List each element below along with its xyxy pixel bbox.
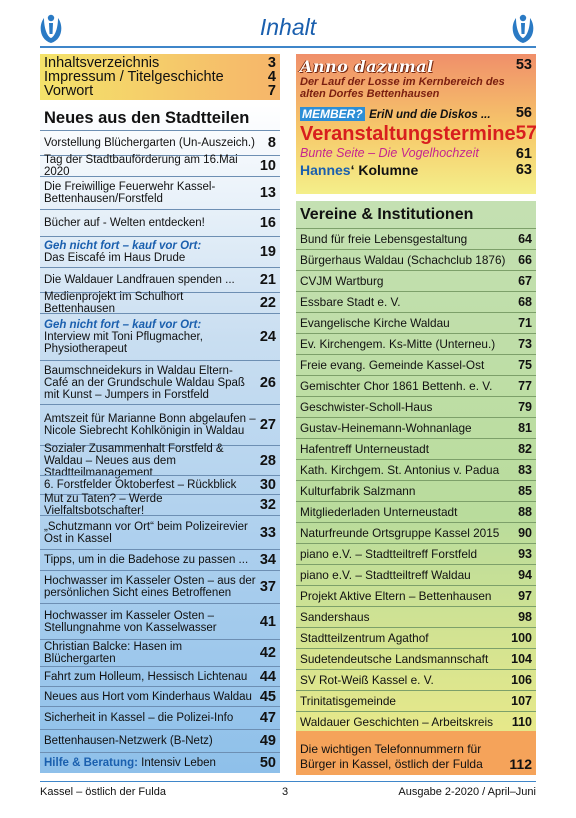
toc-entry[interactable]: [40, 752, 280, 773]
toc-page: 28: [259, 452, 276, 469]
toc-label: Vorwort: [44, 83, 94, 99]
toc-text: Bunte Seite – Die Vogelhochzeit: [300, 146, 479, 160]
toc-title: CVJM Wartburg: [300, 273, 384, 288]
toc-text: [44, 479, 256, 491]
toc-label: Impressum / Titelgeschichte: [44, 69, 224, 85]
section-stadtteile: [40, 105, 280, 773]
toc-entry[interactable]: [300, 105, 532, 123]
toc-page: 4: [267, 69, 276, 85]
toc-entry[interactable]: [40, 404, 280, 445]
toc-title: Fahrt zum Holleum, Hessisch Lichtenau: [44, 670, 248, 683]
toc-page: 75: [518, 357, 532, 372]
toc-entry[interactable]: [40, 686, 280, 706]
toc-title: Gustav-Heinemann-Wohnanlage: [300, 420, 472, 435]
toc-entry[interactable]: [296, 270, 536, 291]
toc-title: Bettenhausen-Netzwerk (B-Netz): [44, 735, 213, 747]
toc-entry[interactable]: [296, 585, 536, 606]
toc-entry[interactable]: [40, 549, 280, 570]
toc-text: [44, 554, 256, 566]
toc-page: 50: [259, 755, 276, 771]
toc-text: [44, 575, 256, 599]
toc-page: 49: [259, 733, 276, 749]
toc-page: 7: [267, 83, 276, 99]
toc-entry[interactable]: [40, 494, 280, 515]
toc-page: 41: [259, 613, 276, 630]
toc-text: [44, 137, 264, 149]
toc-page: 88: [518, 504, 532, 519]
toc-title: Christian Balcke: Hasen im Blüchergarten: [44, 641, 183, 665]
toc-title: Bürgerhaus Waldau (Schachclub 1876): [300, 252, 506, 267]
toc-page: 19: [259, 244, 276, 260]
toc-text: [44, 217, 256, 229]
anno-dazumal-label: Anno dazumal: [300, 57, 434, 76]
toc-entry[interactable]: [40, 570, 280, 603]
toc-text: [44, 691, 256, 703]
page-title: Inhalt: [259, 14, 317, 40]
toc-page: 77: [518, 378, 532, 393]
toc-text: [44, 154, 256, 178]
toc-kicker: Hilfe & Beratung:: [44, 757, 138, 769]
toc-page: 24: [259, 329, 276, 345]
toc-title: Die Freiwillige Feuerwehr Kassel-Bettenhausen/Forstfeld: [44, 181, 216, 205]
toc-text: [44, 735, 256, 747]
toc-page: 30: [259, 477, 276, 493]
section-heading: Vereine & Institutionen: [300, 206, 474, 223]
toc-title: Sudetendeutsche Landsmannschaft: [300, 651, 489, 666]
toc-entry[interactable]: [296, 522, 536, 543]
toc-entry[interactable]: [296, 396, 536, 417]
toc-page: 45: [259, 688, 276, 705]
toc-page: 66: [518, 252, 532, 267]
toc-page: 97: [518, 588, 532, 603]
toc-entry[interactable]: [296, 543, 536, 564]
toc-page: 13: [259, 185, 276, 201]
toc-text: [44, 757, 256, 769]
toc-page: 90: [518, 525, 532, 540]
toc-entry[interactable]: [296, 312, 536, 333]
toc-page: 21: [259, 272, 276, 288]
toc-text: [44, 365, 256, 401]
toc-page: 85: [518, 483, 532, 498]
toc-entry[interactable]: [40, 236, 280, 267]
toc-text: [44, 181, 256, 205]
member-badge: MEMBER?: [302, 107, 363, 121]
toc-title: Hafentreff Unterneustadt: [300, 441, 429, 456]
toc-entry[interactable]: [296, 690, 536, 711]
toc-page: 82: [518, 441, 532, 456]
toc-title: Tag der Stadtbauförderung am 16.Mai 2020: [44, 154, 238, 178]
toc-entry[interactable]: [296, 375, 536, 396]
toc-page: 71: [518, 315, 532, 330]
toc-entry[interactable]: [40, 313, 280, 360]
toc-title: Bücher auf - Welten entdecken!: [44, 217, 205, 229]
toc-page: 42: [259, 645, 276, 661]
toc-page: 107: [511, 693, 532, 708]
toc-title: Freie evang. Gemeinde Kassel-Ost: [300, 357, 485, 372]
toc-entry[interactable]: [296, 417, 536, 438]
toc-title: Mitgliederladen Unterneustadt: [300, 504, 458, 519]
toc-entry[interactable]: [300, 57, 532, 76]
toc-entry[interactable]: [296, 606, 536, 627]
toc-entry[interactable]: [40, 209, 280, 236]
toc-page: 63: [515, 162, 532, 178]
toc-entry[interactable]: [40, 729, 280, 752]
page-number: 3: [282, 786, 289, 798]
toc-title: Medienprojekt im Schulhort Bettenhausen: [44, 291, 184, 315]
toc-title: 6. Forstfelder Oktoberfest – Rückblick: [44, 479, 237, 491]
toc-page: 104: [511, 651, 532, 666]
toc-text: [44, 493, 256, 517]
toc-page: 37: [259, 579, 276, 595]
toc-header-row[interactable]: [44, 56, 276, 70]
toc-page: 106: [511, 672, 532, 687]
toc-entry[interactable]: [40, 176, 280, 209]
toc-title: SV Rot-Weiß Kassel e. V.: [300, 672, 434, 687]
toc-text: [44, 319, 256, 355]
toc-text: [44, 291, 256, 315]
toc-entry[interactable]: [40, 666, 280, 686]
toc-title: Mut zu Taten? – Werde Vielfaltsbotschafter!: [44, 493, 163, 517]
toc-page: 64: [518, 231, 532, 246]
toc-page: 53: [515, 57, 532, 73]
toc-title: Geschwister-Scholl-Haus: [300, 399, 433, 414]
toc-entry[interactable]: [296, 480, 536, 501]
toc-entry[interactable]: [40, 475, 280, 494]
toc-entry[interactable]: [296, 501, 536, 522]
toc-entry[interactable]: [296, 627, 536, 648]
toc-page: 100: [511, 630, 532, 645]
toc-entry[interactable]: [296, 438, 536, 459]
toc-header-row[interactable]: [44, 84, 276, 98]
toc-title: Trinitatisgemeinde: [300, 693, 396, 708]
toc-entry[interactable]: [40, 360, 280, 404]
toc-title: Baumschneidekurs in Waldau Eltern-Café an der Grundschule Waldau Spaß mit Kunst – Jumpers in Forstfeld: [44, 364, 245, 401]
veranstaltungstermine-label: Veranstaltungstermine: [300, 123, 516, 145]
toc-entry[interactable]: [40, 603, 280, 639]
toc-entry[interactable]: [300, 146, 532, 162]
section-heading: Neues aus den Stadtteilen: [44, 109, 250, 127]
toc-title: Kath. Kirchgem. St. Antonius v. Padua: [300, 462, 500, 477]
toc-page: 47: [259, 710, 276, 726]
toc-page: 34: [259, 552, 276, 568]
toc-page: 57: [515, 123, 537, 144]
toc-title: Sozialer Zusammenhalt Forstfeld & Waldau – Neues aus dem Stadtteilmanagement: [44, 442, 224, 479]
toc-entry[interactable]: [296, 291, 536, 312]
toc-title: Das Eiscafé im Haus Drude: [44, 252, 186, 264]
toc-title: Waldauer Geschichten – Arbeitskreis: [300, 714, 493, 729]
toc-text: [44, 712, 256, 724]
toc-title: piano e.V. – Stadtteiltreff Forstfeld: [300, 546, 478, 561]
toc-entry[interactable]: [296, 249, 536, 270]
toc-entry[interactable]: [296, 459, 536, 480]
toc-text: [44, 274, 256, 286]
toc-page: 112: [509, 756, 532, 772]
toc-page: 8: [267, 135, 276, 151]
toc-title: Tipps, um in die Badehose zu passen ...: [44, 554, 249, 566]
toc-page: 16: [259, 215, 276, 231]
toc-kicker: Geh nicht fort – kauf vor Ort:: [44, 240, 202, 252]
footer-right: Ausgabe 2-2020 / April–Juni: [398, 786, 536, 798]
toc-page: 93: [518, 546, 532, 561]
toc-text: [44, 641, 256, 665]
toc-page: 22: [259, 295, 276, 311]
toc-page: 10: [259, 158, 276, 174]
toc-entry[interactable]: [40, 639, 280, 666]
toc-entry[interactable]: [40, 155, 280, 176]
toc-entry[interactable]: [40, 515, 280, 549]
toc-title: Bund für freie Lebensgestaltung: [300, 231, 468, 246]
toc-title: Evangelische Kirche Waldau: [300, 315, 450, 330]
toc-entry[interactable]: [296, 333, 536, 354]
toc-kicker: Geh nicht fort – kauf vor Ort:: [44, 319, 202, 331]
toc-title: Neues aus Hort vom Kinderhaus Waldau: [44, 690, 252, 703]
toc-text: [44, 671, 256, 683]
toc-page: 81: [518, 420, 532, 435]
toc-entry[interactable]: [296, 669, 536, 690]
toc-title: Stadtteilzentrum Agathof: [300, 630, 429, 645]
anno-subtitle: Der Lauf der Losse im Kernbereich des alten Dorfes Bettenhausen: [300, 76, 505, 100]
toc-text: [44, 240, 256, 264]
toc-page: 110: [511, 714, 532, 729]
toc-page: 73: [518, 336, 532, 351]
toc-entry[interactable]: [296, 648, 536, 669]
toc-title: Essbare Stadt e. V.: [300, 294, 401, 309]
toc-header-box: [40, 54, 280, 100]
toc-text: [44, 413, 256, 437]
toc-entry[interactable]: [296, 564, 536, 585]
toc-entry[interactable]: [296, 711, 536, 732]
features-box: [296, 54, 536, 194]
toc-text: [44, 521, 256, 545]
toc-title: Ev. Kirchengem. Ks-Mitte (Unterneu.): [300, 336, 496, 351]
toc-page: 33: [259, 524, 276, 541]
toc-page: 94: [518, 567, 532, 582]
toc-entry[interactable]: [296, 228, 536, 249]
section-vereine: [296, 201, 536, 775]
toc-entry[interactable]: [40, 706, 280, 729]
toc-title: Hochwasser im Kasseler Osten – Stellungnahme von Kasselwasser: [44, 609, 217, 634]
toc-title: Gemischter Chor 1861 Bettenh. e. V.: [300, 378, 493, 393]
toc-page: 67: [518, 273, 532, 288]
hannes-label: Hannes: [300, 162, 351, 178]
toc-title: Naturfreunde Ortsgruppe Kassel 2015: [300, 525, 500, 540]
toc-title: Hochwasser im Kasseler Osten – aus der persönlichen Sicht eines Betroffenen: [44, 575, 256, 599]
toc-entry[interactable]: [40, 267, 280, 292]
toc-title: Projekt Aktive Eltern – Bettenhausen: [300, 588, 492, 603]
footer-left: Kassel – östlich der Fulda: [40, 786, 166, 798]
toc-header-row[interactable]: [44, 70, 276, 84]
toc-page: 26: [259, 374, 276, 391]
toc-entry[interactable]: [40, 130, 280, 155]
toc-title: piano e.V. – Stadtteiltreff Waldau: [300, 567, 471, 582]
toc-entry[interactable]: [300, 123, 537, 146]
toc-page: 61: [515, 146, 532, 162]
toc-title: Vorstellung Blüchergarten (Un-Auszeich.): [44, 137, 255, 149]
toc-title: Kulturfabrik Salzmann: [300, 483, 416, 498]
toc-entry-telefon[interactable]: [296, 731, 536, 775]
toc-page: 32: [259, 497, 276, 513]
toc-page: 44: [259, 668, 276, 685]
toc-page: 98: [518, 609, 532, 624]
toc-label: Inhaltsverzeichnis: [44, 55, 160, 71]
toc-page: 56: [515, 105, 532, 121]
toc-title: „Schutzmann vor Ort“ beim Polizeirevier Ost in Kassel: [44, 520, 248, 545]
toc-text: [44, 443, 256, 479]
toc-entry[interactable]: [296, 354, 536, 375]
toc-title: Interview mit Toni Pflugmacher, Physiotherapeut: [44, 331, 203, 355]
toc-title: Sicherheit in Kassel – die Polizei-Info: [44, 712, 234, 724]
toc-page: 79: [518, 399, 532, 414]
footer-divider: [40, 781, 536, 782]
toc-text: EriN und die Diskos ...: [369, 109, 491, 121]
toc-entry[interactable]: [40, 442, 280, 479]
toc-page: 3: [267, 55, 276, 71]
toc-entry[interactable]: [300, 162, 532, 178]
toc-title: Amtszeit für Marianne Bonn abgelaufen – Nicole Siebrecht Kohlkönigin in Waldau: [44, 413, 256, 437]
toc-text: ‘ Kolumne: [350, 162, 419, 178]
toc-page: 83: [518, 462, 532, 477]
toc-entry[interactable]: [40, 292, 280, 313]
toc-page: 68: [518, 294, 532, 309]
toc-title: Die Waldauer Landfrauen spenden ...: [44, 274, 235, 286]
toc-title: Sandershaus: [300, 609, 370, 624]
toc-page: 27: [259, 417, 276, 433]
title-divider: [40, 46, 536, 48]
toc-text: Die wichtigen Telefonnummern für Bürger in Kassel, östlich der Fulda: [300, 742, 483, 771]
toc-text: [44, 610, 256, 634]
toc-title: Intensiv Leben: [141, 757, 216, 769]
